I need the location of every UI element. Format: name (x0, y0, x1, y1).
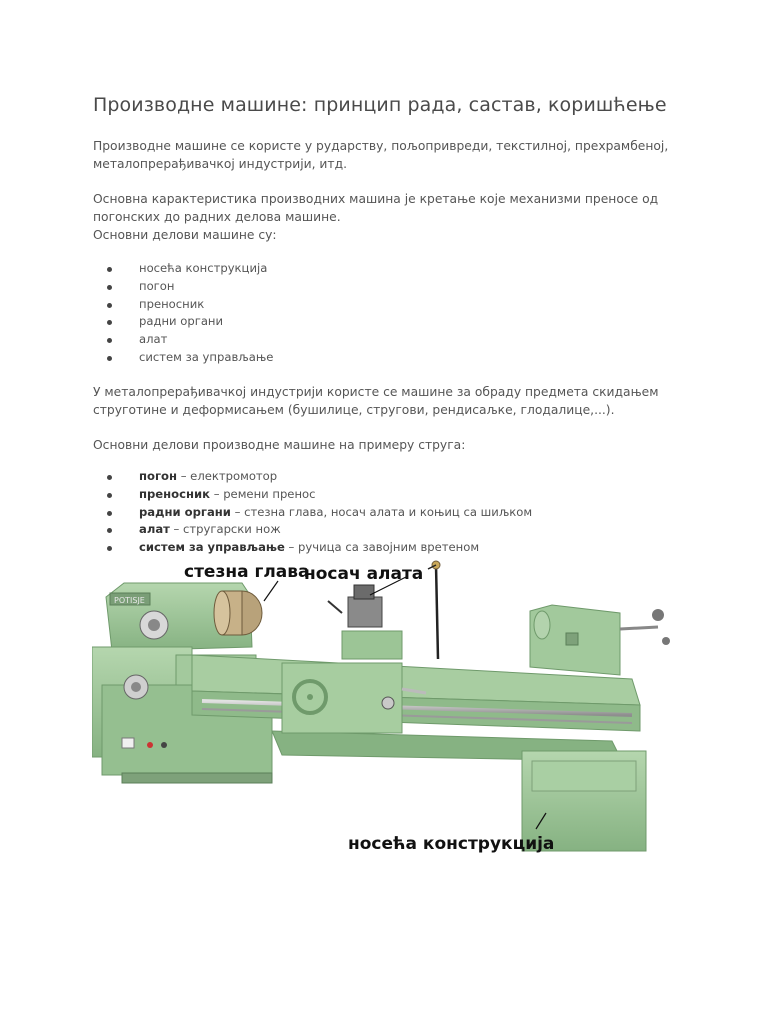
brand-plate: POTISJE (114, 596, 145, 605)
list-item: систем за управљање (93, 349, 273, 367)
tailstock (530, 605, 670, 675)
characteristic-line: погонских до радних делова машине. (93, 210, 341, 224)
left-pedestal-base (122, 773, 272, 783)
list-item: погон (93, 278, 273, 296)
metalworking-line: струготине и деформисањем (бушилице, стругови, рендисаљке, глодалице,...). (93, 403, 615, 417)
characteristic-line: Основни делови машине су: (93, 228, 277, 242)
bullet-icon (107, 546, 112, 551)
intro-paragraph (93, 137, 683, 173)
bullet-icon (107, 493, 112, 498)
bullet-icon (107, 475, 112, 480)
lathe-parts-list (93, 468, 532, 557)
parts-list (93, 260, 273, 367)
intro-line: Производне машине се користе у рударству, пољопривреди, текстилној, прехрамбеној, (93, 139, 669, 153)
bullet-icon (107, 267, 112, 272)
list-item: носећа конструкција (93, 260, 273, 278)
chuck (214, 591, 262, 635)
page-title: Производне машине: принцип рада, састав, коришћење (93, 94, 667, 116)
list-item: преносник (93, 296, 273, 314)
list-item: погон – електромотор (93, 468, 532, 486)
characteristic-paragraph (93, 190, 683, 244)
list-item: алат (93, 331, 273, 349)
metalworking-line: У металопрерађивачкој индустрији користе се машине за обраду предмета скидањем (93, 385, 659, 399)
label-tool-holder: носач алата (304, 564, 424, 584)
bullet-icon (107, 320, 112, 325)
characteristic-line: Основна карактеристика производних машина је кретање које механизми преносе од (93, 192, 659, 206)
list-item: радни органи – стезна глава, носач алата и коњиц са шиљком (93, 504, 532, 522)
bullet-icon (107, 511, 112, 516)
list-item: систем за управљање – ручица са завојним вретеном (93, 539, 532, 557)
list-item: радни органи (93, 313, 273, 331)
bullet-icon (107, 528, 112, 533)
label-chuck: стезна глава (184, 562, 310, 582)
intro-line: металопрерађивачкој индустрији, итд. (93, 157, 348, 171)
label-frame: носећа конструкција (348, 834, 555, 854)
bullet-icon (107, 285, 112, 290)
bullet-icon (107, 303, 112, 308)
chuck-pointer (264, 581, 278, 601)
lathe-figure (92, 555, 682, 860)
lathe-intro: Основни делови производне машине на примеру струга: (93, 438, 466, 452)
list-item: алат – стругарски нож (93, 521, 532, 539)
bullet-icon (107, 356, 112, 361)
metalworking-paragraph (93, 383, 683, 419)
bullet-icon (107, 338, 112, 343)
list-item: преносник – ремени пренос (93, 486, 532, 504)
control-lever (428, 561, 440, 659)
